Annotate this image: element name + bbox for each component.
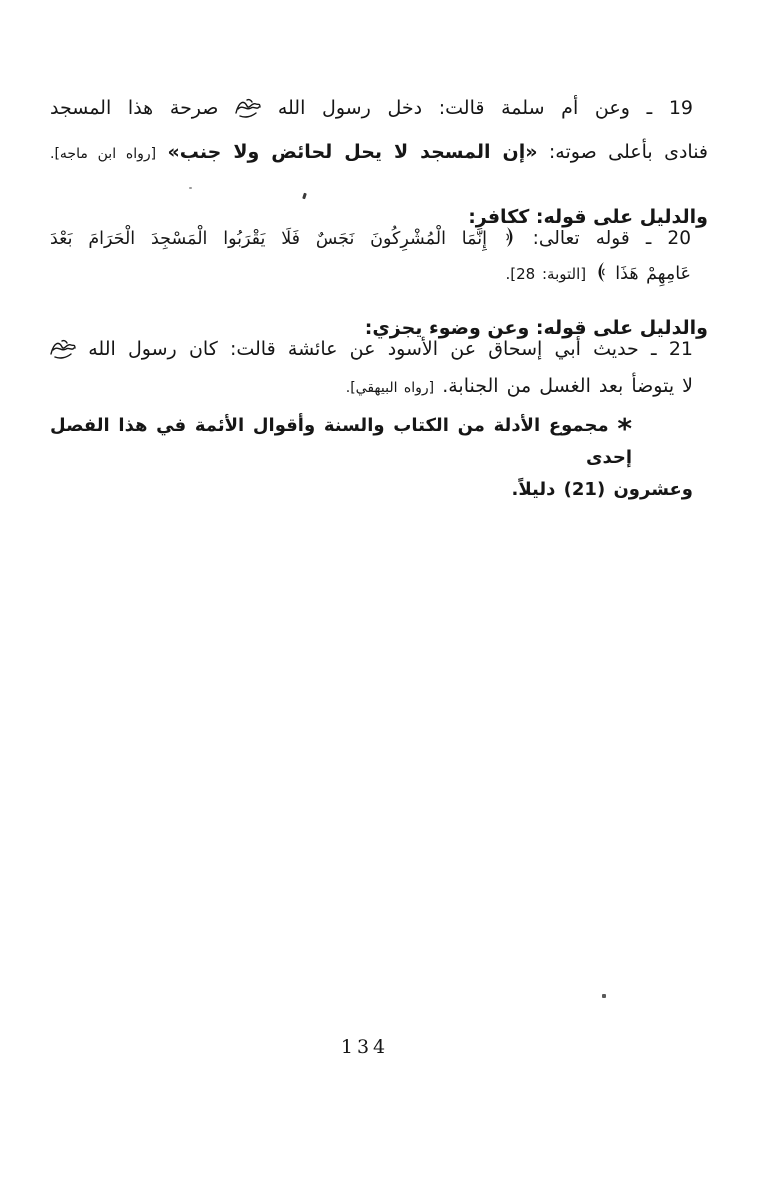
hadith-21-line-1 bbox=[50, 331, 708, 368]
page-number: 134 bbox=[340, 1036, 390, 1058]
hadith-19-text-end: صرحة هذا المسجد bbox=[50, 97, 219, 119]
chapter-summary bbox=[50, 410, 708, 506]
section-heading-kafir: والدليل على قوله: ككافر: bbox=[468, 205, 708, 228]
hadith-19-attribution: [رواه ابن ماجه]. bbox=[50, 146, 157, 162]
scan-speck bbox=[189, 187, 192, 189]
hadith-21-text-end: لا يتوضأ بعد الغسل من الجنابة. bbox=[442, 375, 693, 397]
hadith-19-quote: «إن المسجد لا يحل لحائض ولا جنب» bbox=[167, 141, 538, 163]
hadith-19-text-start: 19 ـ وعن أم سلمة قالت: دخل رسول الله bbox=[277, 97, 694, 119]
hadith-19-narration-intro: فنادى بأعلى صوته: bbox=[548, 141, 709, 163]
scan-speck bbox=[302, 193, 307, 200]
verse-reference: [التوبة: 28]. bbox=[505, 265, 587, 283]
hadith-21-paragraph bbox=[50, 331, 708, 407]
verse-text-line-1: إِنَّمَا الْمُشْرِكُونَ نَجَسٌ فَلَا يَقْرَبُوا الْمَسْجِدَ الْحَرَامَ بَعْدَ bbox=[50, 229, 487, 249]
ornate-close-parenthesis-icon bbox=[596, 260, 606, 284]
sallallahu-seal-icon bbox=[235, 98, 261, 118]
section-heading-wudu: والدليل على قوله: وعن وضوء يجزي: bbox=[364, 316, 708, 339]
sallallahu-seal-icon bbox=[50, 339, 76, 359]
hadith-19-paragraph bbox=[50, 86, 708, 176]
scan-speck bbox=[602, 994, 606, 998]
summary-text-line-1: مجموع الأدلة من الكتاب والسنة وأقوال الأئمة في هذا الفصل إحدى bbox=[50, 415, 632, 468]
summary-line-2: وعشرون (21) دليلاً. bbox=[511, 479, 693, 500]
evidence-20-paragraph bbox=[50, 221, 708, 292]
verse-text-line-2: عَامِهِمْ هَذَا bbox=[615, 264, 691, 284]
hadith-21-text-start: 21 ـ حديث أبي إسحاق عن الأسود عن عائشة قالت: كان رسول الله bbox=[88, 338, 693, 360]
ornate-open-parenthesis-icon bbox=[505, 225, 515, 249]
summary-line-1 bbox=[50, 410, 708, 474]
evidence-20-prefix: 20 ـ قوله تعالى: bbox=[532, 228, 691, 249]
hadith-19-line-1 bbox=[50, 86, 708, 130]
evidence-20-line-2 bbox=[50, 257, 708, 292]
hadith-19-line-2 bbox=[50, 130, 708, 176]
hadith-21-attribution: [رواه البيهقي]. bbox=[345, 380, 435, 396]
hadith-21-line-2 bbox=[50, 368, 708, 407]
evidence-20-line-1 bbox=[50, 221, 708, 257]
asterisk-marker: * bbox=[617, 412, 632, 445]
